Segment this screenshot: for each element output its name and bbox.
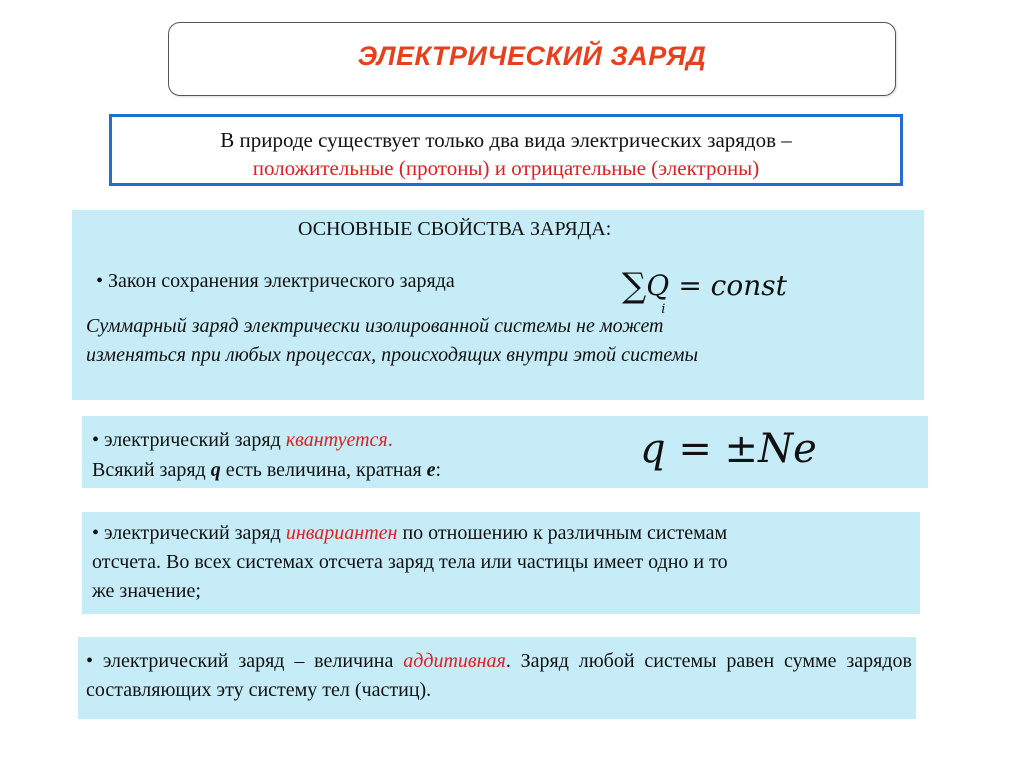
invariance-text xyxy=(92,519,920,606)
quantization-line-1 xyxy=(92,425,441,455)
additivity-highlight: аддитивная xyxy=(403,650,506,672)
conservation-desc-line-2: изменяться при любых процессах, происходящих внутри этой системы xyxy=(86,344,699,366)
intro-line-2: положительные (протоны) и отрицательные (электроны) xyxy=(252,156,760,180)
formula-q: Q xyxy=(646,269,670,302)
quantization-formula: q = ±Ne xyxy=(640,426,817,472)
quantization-line2-a: Всякий заряд xyxy=(92,459,211,481)
intro-box xyxy=(109,114,903,186)
title-box xyxy=(168,22,896,96)
sigma-symbol: ∑ xyxy=(622,266,647,306)
quantization-suffix: . xyxy=(387,429,393,451)
quantization-highlight: квантуется xyxy=(285,429,388,451)
quantization-line2-c: : xyxy=(435,459,442,481)
conservation-bullet: • Закон сохранения электрического заряда xyxy=(96,270,455,292)
invariance-line-3: же значение; xyxy=(92,580,201,602)
formula-subscript: i xyxy=(661,302,666,317)
conservation-formula xyxy=(622,264,787,317)
intro-line-1: В природе существует только два вида электрических зарядов – xyxy=(220,128,792,152)
quantization-prefix: • электрический заряд xyxy=(92,429,286,451)
formula-rest: = const xyxy=(669,269,787,302)
additivity-text xyxy=(86,647,912,705)
quantization-e: e xyxy=(426,459,436,481)
invariance-prefix: • электрический заряд xyxy=(92,522,286,544)
invariance-line1-rest: по отношению к различным системам xyxy=(397,522,728,544)
quantization-text xyxy=(92,425,441,485)
quantization-line-2 xyxy=(92,455,441,485)
additivity-prefix: • электрический заряд – величина xyxy=(86,650,404,672)
page-title: ЭЛЕКТРИЧЕСКИЙ ЗАРЯД xyxy=(357,40,707,71)
quantization-line2-b: есть величина, кратная xyxy=(220,459,427,481)
additivity-rest: . Заряд любой системы равен сумме зарядов составляющих эту систему тел (частиц). xyxy=(86,650,912,701)
invariance-line-2: отсчета. Во всех системах отсчета заряд тела или частицы имеет одно и то xyxy=(92,551,728,573)
conservation-description xyxy=(86,312,906,370)
properties-heading: ОСНОВНЫЕ СВОЙСТВА ЗАРЯДА: xyxy=(298,218,612,240)
invariance-highlight: инвариантен xyxy=(285,522,398,544)
conservation-desc-line-1: Суммарный заряд электрически изолированной системы не может xyxy=(86,315,664,337)
invariance-line-1 xyxy=(92,519,920,548)
quantization-q: q xyxy=(210,459,221,481)
